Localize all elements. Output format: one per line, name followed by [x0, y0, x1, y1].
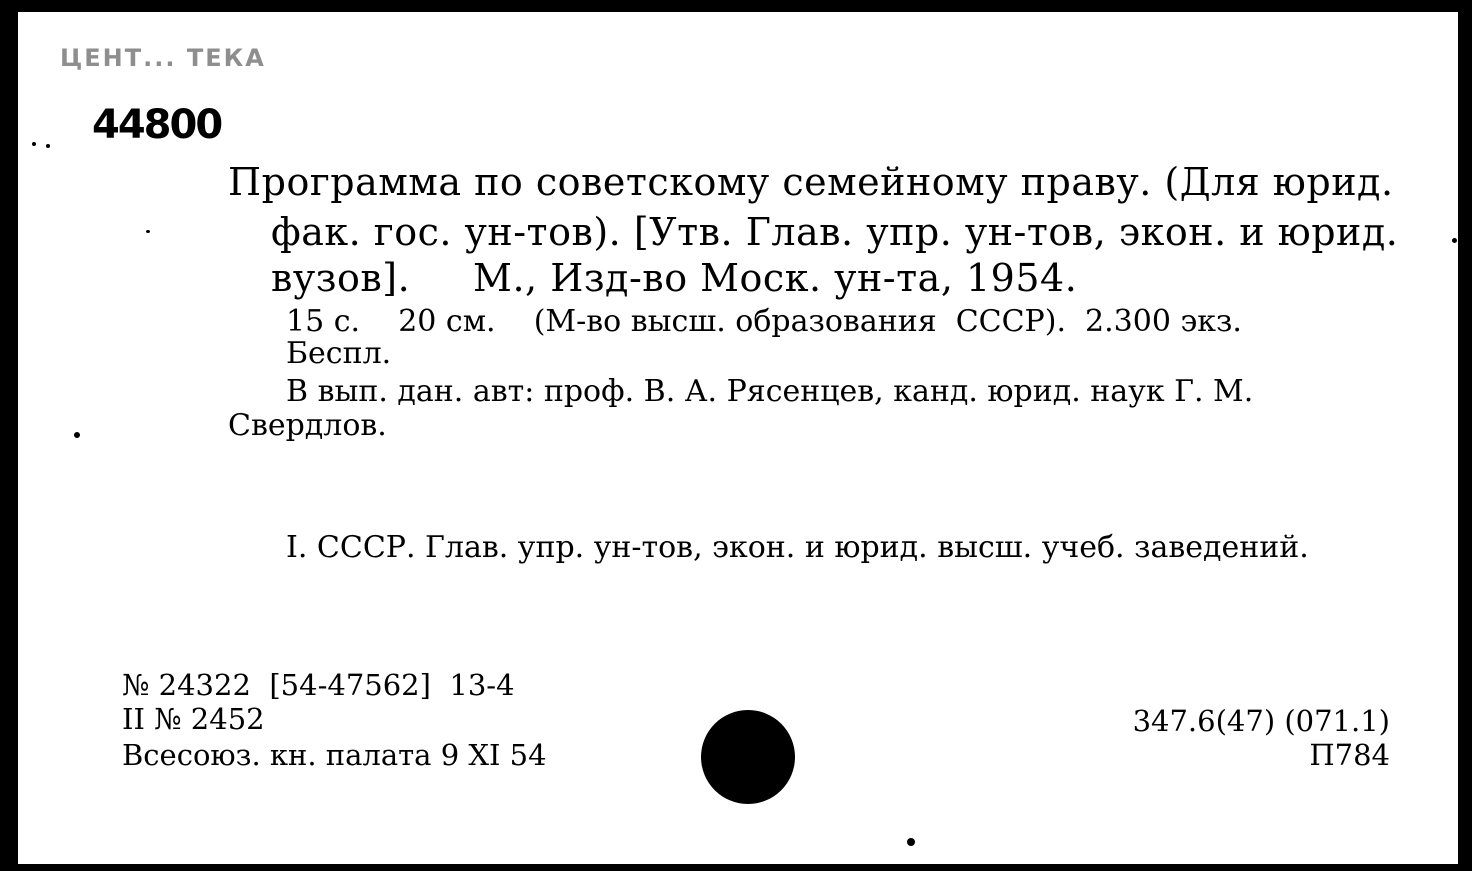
physical-description: 15 с. 20 см. (М-во высш. образования СССР). 2.300 экз. [286, 304, 1242, 339]
speck-mark [32, 142, 36, 146]
card-punch-hole [701, 710, 795, 804]
cutter-number: П784 [1309, 738, 1390, 772]
footer-chamber-date: Всесоюз. кн. палата 9 XI 54 [122, 738, 547, 772]
handwritten-number: 44800 [92, 102, 222, 148]
speck-mark [74, 432, 80, 438]
speck-mark [146, 230, 150, 233]
speck-mark [46, 144, 50, 148]
speck-mark [1452, 238, 1457, 243]
footer-record-number: № 24322 [54-47562] 13-4 [122, 668, 515, 702]
title-line-3: вузов]. М., Изд-во Моск. ун-та, 1954. [271, 256, 1078, 300]
speck-mark [907, 838, 915, 846]
title-line-2: фак. гос. ун-тов). [Утв. Глав. упр. ун-тов, экон. и юрид. [271, 210, 1399, 254]
footer-second-number: II № 2452 [122, 702, 265, 736]
classification-code: 347.6(47) (071.1) [1132, 704, 1390, 738]
authors-note-line-1: В вып. дан. авт: проф. В. А. Рясенцев, канд. юрид. наук Г. М. [286, 374, 1254, 409]
title-line-1: Программа по советскому семейному праву. (Для юрид. [228, 160, 1394, 204]
price-note: Беспл. [286, 336, 392, 371]
library-stamp: ЦЕНТ... ТЕКА [60, 44, 266, 72]
catalog-card [18, 12, 1458, 864]
subject-tracing: I. СССР. Глав. упр. ун-тов, экон. и юрид. высш. учеб. заведений. [286, 530, 1309, 565]
authors-note-line-2: Свердлов. [228, 408, 387, 443]
